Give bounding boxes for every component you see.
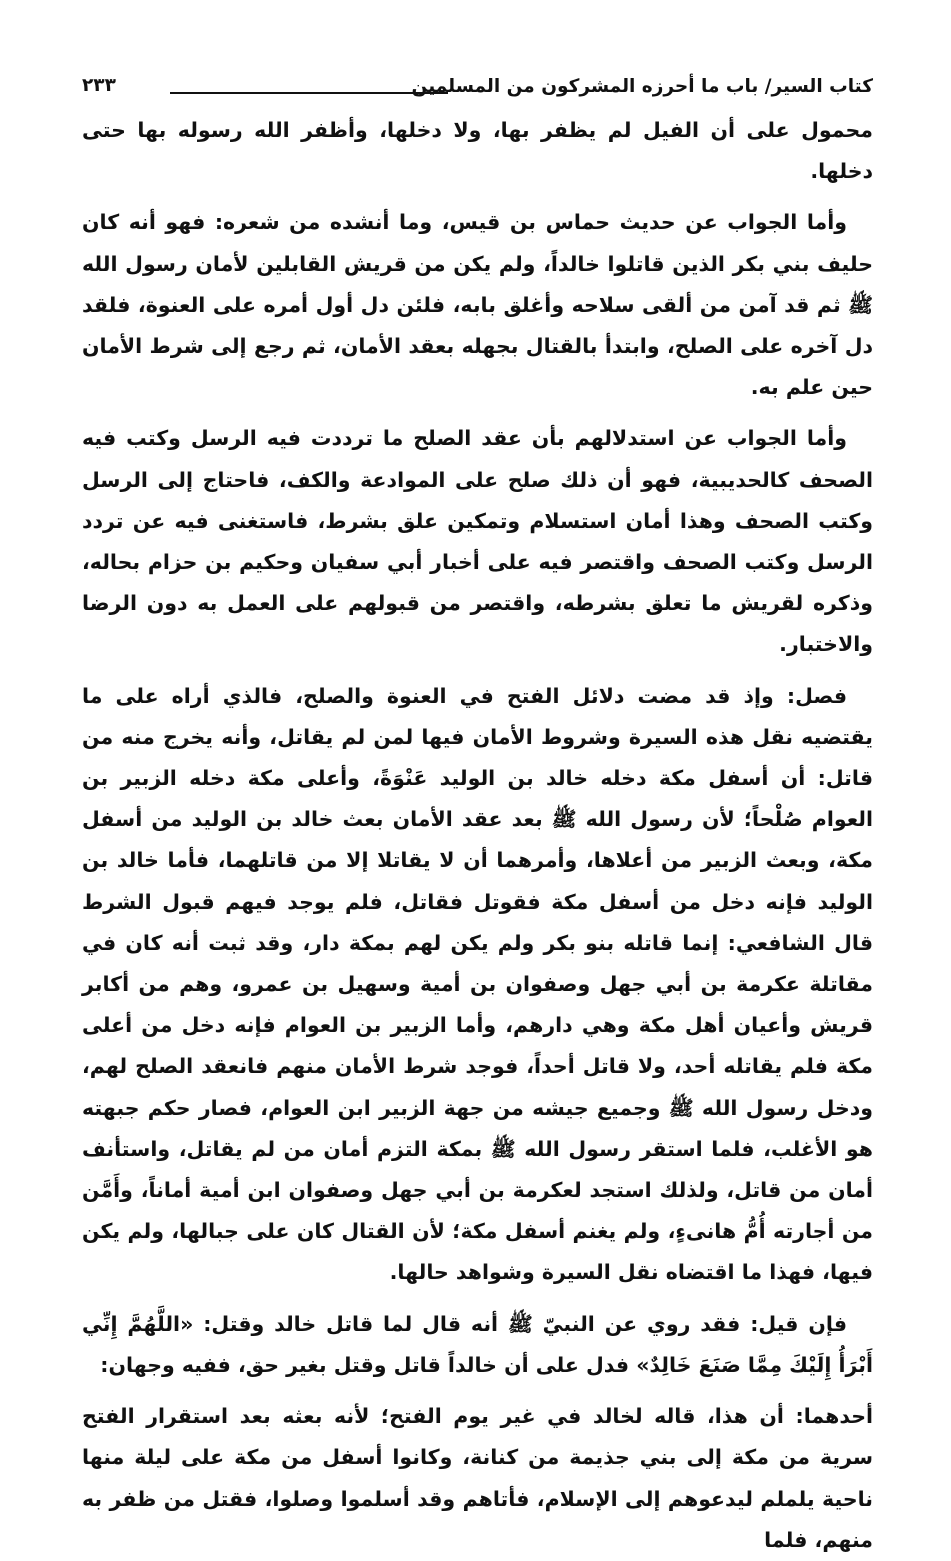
section-lead-word: فصل: (786, 683, 847, 708)
header-rule (170, 92, 448, 94)
paragraph-fasl (82, 676, 873, 1294)
page-number: ٢٣٣ (82, 75, 116, 96)
paragraph-continuation (82, 110, 873, 192)
book-page (82, 70, 873, 1561)
header-title: كتاب السير/ باب ما أحرزه المشركون من المسلمين (411, 76, 873, 97)
paragraph-text: وإذ قد مضت دلائل الفتح في العنوة والصلح، فالذي أراه على ما يقتضيه نقل هذه السيرة وشروط الأمان فيها لمن لم يقاتل، وأنه يخرج منه من قاتل: أن أسفل مكة دخله خالد بن الوليد عَنْوَةً، وأعلى مكة دخله الزبير بن العوام صُلْحاً؛ لأن رسول الله ﷺ بعد عقد الأمان بعث خالد بن الوليد من أسفل مكة، وبعث الزبير من أعلاها، وأمرهما أن لا يقاتلا إلا من قاتلهما، فأما خالد بن الوليد فإنه دخل من أسفل مكة فقوتل فقاتل، فلم يوجد فيهم قبول الشرط قال الشافعي: إنما قاتله بنو بكر ولم يكن لهم بمكة دار، وقد ثبت أنه كان في مقاتلة عكرمة بن أبي جهل وصفوان بن أمية وسهيل بن عمرو، وهم من أكابر قريش وأعيان أهل مكة وهي دارهم، وأما الزبير بن العوام فإنه دخل من أعلى مكة فلم يقاتله أحد، ولا قاتل أحداً، فوجد شرط الأمان منهم فانعقد الصلح لهم، ودخل رسول الله ﷺ وجميع جيشه من جهة الزبير ابن العوام، فصار حكم جبهته هو الأغلب، فلما استقر رسول الله ﷺ بمكة التزم أمان من لم يقاتل، واستأنف أمان من قاتل، ولذلك استجد لعكرمة بن أبي جهل وصفوان ابن أمية أماناً، وأَمَّن من أجارته أُمُّ هانىءٍ، ولم يغنم أسفل مكة؛ لأن القتال كان على جبالها، ولم يكن فيها، فهذا ما اقتضاه نقل السيرة وشواهد حالها. (82, 683, 873, 1285)
paragraph-text: محمول على أن الفيل لم يظفر بها، ولا دخلها، وأظفر الله رسوله بها حتى دخلها. (82, 118, 873, 184)
paragraph-text: وأما الجواب عن حديث حماس بن قيس، وما أنشده من شعره: فهو أنه كان حليف بني بكر الذين قاتلوا خالداً، ولم يكن من قريش القابلين لأمان رسول الله ﷺ ثم قد آمن من ألقى سلاحه وأغلق بابه، فلئن دل أول أمره على العنوة، فلقد دل آخره على الصلح، وابتدأ بالقتال بجهله بعقد الأمان، ثم رجع إلى شرط الأمان حين علم به. (82, 210, 873, 400)
paragraph-sulh-answer (82, 418, 873, 665)
running-header (82, 70, 873, 110)
paragraph-text: أحدهما: أن هذا، قاله لخالد في غير يوم الفتح؛ لأنه بعثه بعد استقرار الفتح سرية من مكة إلى بني جذيمة من كنانة، وكانوا أسفل من مكة على ليلة منها ناحية يلملم ليدعوهم إلى الإسلام، فأتاهم وقد أسلموا وصلوا، فقتل من ظفر به منهم، فلما (82, 1404, 873, 1552)
paragraph-hamas-answer (82, 202, 873, 408)
paragraph-text: فإن قيل: فقد روي عن النبيّ ﷺ أنه قال لما قاتل خالد وقتل: «اللَّهُمَّ إِنِّي أَبْرَأُ إِلَيْكَ مِمَّا صَنَعَ خَالِدٌ» فدل على أن خالداً قاتل وقتل بغير حق، ففيه وجهان: (82, 1311, 873, 1377)
paragraph-first-response (82, 1396, 873, 1561)
paragraph-text: وأما الجواب عن استدلالهم بأن عقد الصلح ما ترددت فيه الرسل وكتب فيه الصحف كالحديبية، فهو أن ذلك صلح على الموادعة والكف، فاحتاج إلى الرسل وكتب الصحف وهذا أمان استسلام وتمكين علق بشرط، فاستغنى فيه عن تردد الرسل وكتب الصحف واقتصر فيه على أخبار أبي سفيان وحكيم بن حزام بحاله، وذكره لقريش ما تعلق بشرطه، واقتصر من قبولهم على العمل به دون الرضا والاختبار. (82, 426, 873, 657)
